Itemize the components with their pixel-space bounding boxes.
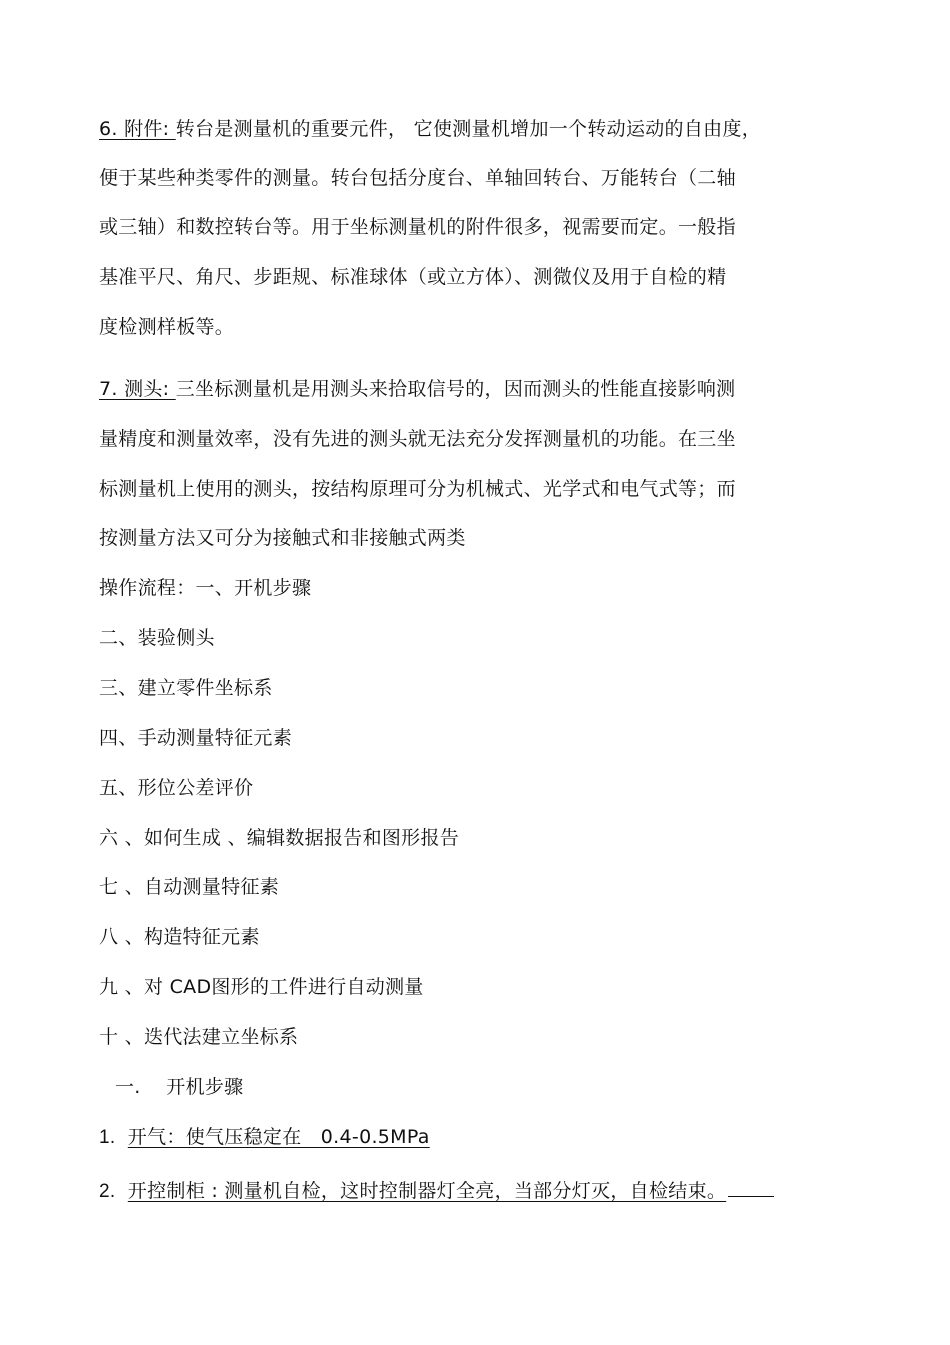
startup-item-1 — [99, 1124, 430, 1151]
startup-item-1-text: 开气：使气压稳定在 0.4-0.5MPa — [127, 1126, 430, 1148]
section6-line5: 度检测样板等。 — [99, 316, 235, 338]
section7-line2: 量精度和测量效率，没有先进的测头就无法充分发挥测量机的功能。在三坐 — [99, 428, 736, 450]
section6-label: 6. 附件: — [99, 118, 176, 140]
procedure-step-10: 十 、迭代法建立坐标系 — [99, 1026, 299, 1048]
procedure-step-2: 二、装验侧头 — [99, 627, 215, 649]
procedure-step-3: 三、建立零件坐标系 — [99, 677, 273, 699]
section6-line1 — [99, 116, 761, 142]
procedure-heading: 操作流程：一、开机步骤 — [99, 577, 312, 599]
section6-line4: 基准平尺、角尺、步距规、标准球体（或立方体）、测微仪及用于自检的精 — [99, 266, 727, 288]
section7-line1 — [99, 376, 735, 402]
procedure-step-7: 七 、自动测量特征素 — [99, 876, 280, 898]
procedure-step-8: 八 、构造特征元素 — [99, 926, 260, 948]
procedure-step-9: 九 、对 CAD图形的工件进行自动测量 — [99, 976, 424, 998]
startup-item-2-text: 开控制柜 : 测量机自检，这时控制器灯全亮，当部分灯灭，自检结束。 — [127, 1180, 727, 1202]
section7-line4: 按测量方法又可分为接触式和非接触式两类 — [99, 527, 466, 549]
procedure-step-6: 六 、如何生成 、编辑数据报告和图形报告 — [99, 827, 460, 849]
section7-line3: 标测量机上使用的测头，按结构原理可分为机械式、光学式和电气式等；而 — [99, 478, 736, 500]
section7-text-1: 三坐标测量机是用测头来拾取信号的，因而测头的性能直接影响测 — [175, 378, 736, 400]
procedure-step-5: 五、形位公差评价 — [99, 777, 254, 799]
startup-item-2 — [99, 1176, 774, 1205]
section6-text-1: 转台是测量机的重要元件， 它使测量机增加一个转动运动的自由度， — [175, 118, 762, 140]
section6-line2: 便于某些种类零件的测量。转台包括分度台、单轴回转台、万能转台（二轴 — [99, 167, 736, 189]
procedure-step-4: 四、手动测量特征元素 — [99, 727, 293, 749]
underline-tail — [728, 1176, 774, 1197]
startup-item-1-number: 1. — [99, 1127, 116, 1148]
section6-line3: 或三轴）和数控转台等。用于坐标测量机的附件很多，视需要而定。一般指 — [99, 216, 736, 238]
startup-heading: 一. 开机步骤 — [115, 1076, 244, 1098]
startup-item-2-number: 2. — [99, 1181, 116, 1202]
section7-label: 7. 测头: — [99, 378, 176, 400]
